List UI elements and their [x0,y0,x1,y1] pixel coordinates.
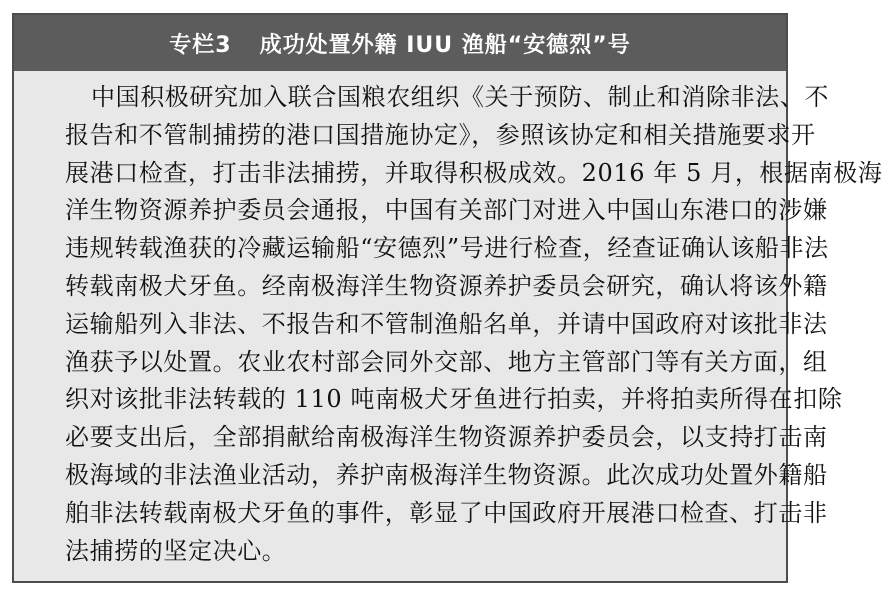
body-line: 舶非法转载南极犬牙鱼的事件，彰显了中国政府开展港口检查、打击非 [65,498,828,527]
body-line: 中国积极研究加入联合国粮农组织《关于预防、制止和消除非法、不 [91,83,829,111]
body-line: 运输船列入非法、不报告和不管制渔船名单，并请中国政府对该批非法 [65,309,828,338]
body-line: 织对该批非法转载的 110 吨南极犬牙鱼进行拍卖，并将拍卖所得在扣除 [65,385,843,414]
body-line: 展港口检查，打击非法捕捞，并取得积极成效。2016 年 5 月，根据南极海 [65,158,882,187]
body-line: 洋生物资源养护委员会通报，中国有关部门对进入中国山东港口的涉嫌 [65,196,828,225]
box-header [14,15,786,71]
body-line: 报告和不管制捕捞的港口国措施协定》，参照该协定和相关措施要求开 [65,120,816,149]
box-title: 成功处置外籍 IUU 渔船“安德烈”号 [259,32,631,58]
body-line: 必要支出后，全部捐献给南极海洋生物资源养护委员会，以支持打击南 [65,423,828,452]
column-box [12,13,882,583]
box-body-text [65,79,882,570]
body-line: 违规转载渔获的冷藏运输船“安德烈”号进行检查，经查证确认该船非法 [65,234,829,263]
body-line: 法捕捞的坚定决心。 [65,536,287,565]
box-label: 专栏3 [169,32,232,58]
body-line: 转载南极犬牙鱼。经南极海洋生物资源养护委员会研究，确认将该外籍 [65,271,828,300]
body-line: 极海域的非法渔业活动，养护南极海洋生物资源。此次成功处置外籍船 [65,460,828,489]
body-line: 渔获予以处置。农业农村部会同外交部、地方主管部门等有关方面，组 [65,347,828,376]
